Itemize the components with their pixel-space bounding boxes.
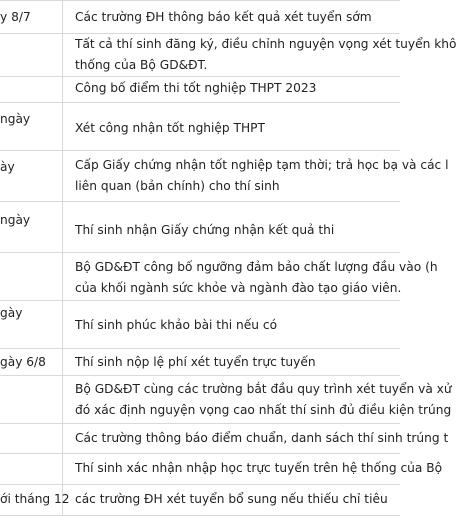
- date-cell: [0, 212, 62, 229]
- event-cell: [75, 155, 449, 197]
- table-row: [0, 301, 400, 349]
- date-line: ày: [0, 160, 15, 174]
- event-cell: [75, 7, 400, 28]
- event-cell: [75, 257, 438, 299]
- date-cell: [0, 491, 70, 508]
- event-line: của khối ngành sức khỏe và ngành đào tạo giáo viên.: [75, 281, 402, 295]
- event-line: Thí sinh xác nhận nhập học trực tuyến trên hệ thống của Bộ: [75, 461, 443, 475]
- date-line: ới tháng 12: [0, 492, 70, 506]
- event-cell: [75, 489, 400, 510]
- event-cell: [75, 220, 400, 241]
- event-line: các trường ĐH xét tuyển bổ sung nếu thiếu chỉ tiêu: [75, 492, 388, 506]
- event-line: Các trường thông báo điểm chuẩn, danh sách thí sinh trúng t: [75, 431, 449, 445]
- table-row: [0, 0, 400, 34]
- date-cell: [0, 111, 62, 128]
- table-row: [0, 202, 400, 253]
- event-cell: [75, 34, 456, 76]
- event-cell: [75, 428, 449, 449]
- event-cell: [75, 379, 452, 421]
- event-line: Thí sinh phúc khảo bài thi nếu có: [75, 318, 278, 332]
- table-row: [0, 424, 449, 454]
- event-line: Bộ GD&ĐT công bố ngưỡng đảm bảo chất lượng đầu vào (h: [75, 260, 438, 274]
- event-cell: [75, 118, 400, 139]
- date-cell: [0, 354, 62, 371]
- event-line: thống của Bộ GD&ĐT.: [75, 58, 208, 72]
- table-row: [0, 103, 400, 151]
- event-line: Thí sinh nộp lệ phí xét tuyển trực tuyến: [75, 355, 316, 369]
- event-line: Các trường ĐH thông báo kết quả xét tuyển sớm: [75, 10, 372, 24]
- table-row: [0, 349, 400, 376]
- date-line: y 8/7: [0, 10, 31, 24]
- date-cell: [0, 9, 62, 26]
- table-row: [0, 376, 452, 424]
- table-row: [0, 454, 443, 485]
- event-line: liên quan (bản chính) cho thí sinh: [75, 179, 280, 193]
- date-line: gày 6/8: [0, 355, 46, 369]
- event-cell: [75, 78, 400, 99]
- date-line: gày: [0, 306, 23, 320]
- event-line: Xét công nhận tốt nghiệp THPT: [75, 121, 265, 135]
- event-line: Thí sinh nhận Giấy chứng nhận kết quả thi: [75, 223, 335, 237]
- table-row: [0, 485, 400, 516]
- event-cell: [75, 315, 400, 336]
- event-line: đó xác định nguyện vọng cao nhất thí sinh đủ điều kiện trúng: [75, 403, 452, 417]
- table-row: [0, 77, 400, 103]
- event-line: Bộ GD&ĐT cùng các trường bắt đầu quy trình xét tuyển và xử: [75, 382, 452, 396]
- event-line: Tất cả thí sinh đăng ký, điều chỉnh nguyện vọng xét tuyển khô: [75, 37, 456, 51]
- date-cell: [0, 159, 62, 176]
- table-row: [0, 151, 449, 202]
- date-line: ngày: [0, 213, 31, 227]
- date-cell: [0, 305, 62, 322]
- event-cell: [75, 458, 443, 479]
- event-cell: [75, 352, 400, 373]
- date-line: ngày: [0, 112, 31, 126]
- table-row: [0, 34, 456, 77]
- event-line: Công bố điểm thi tốt nghiệp THPT 2023: [75, 81, 317, 95]
- table-row: [0, 253, 438, 301]
- event-line: Cấp Giấy chứng nhận tốt nghiệp tạm thời; trả học bạ và các l: [75, 158, 449, 172]
